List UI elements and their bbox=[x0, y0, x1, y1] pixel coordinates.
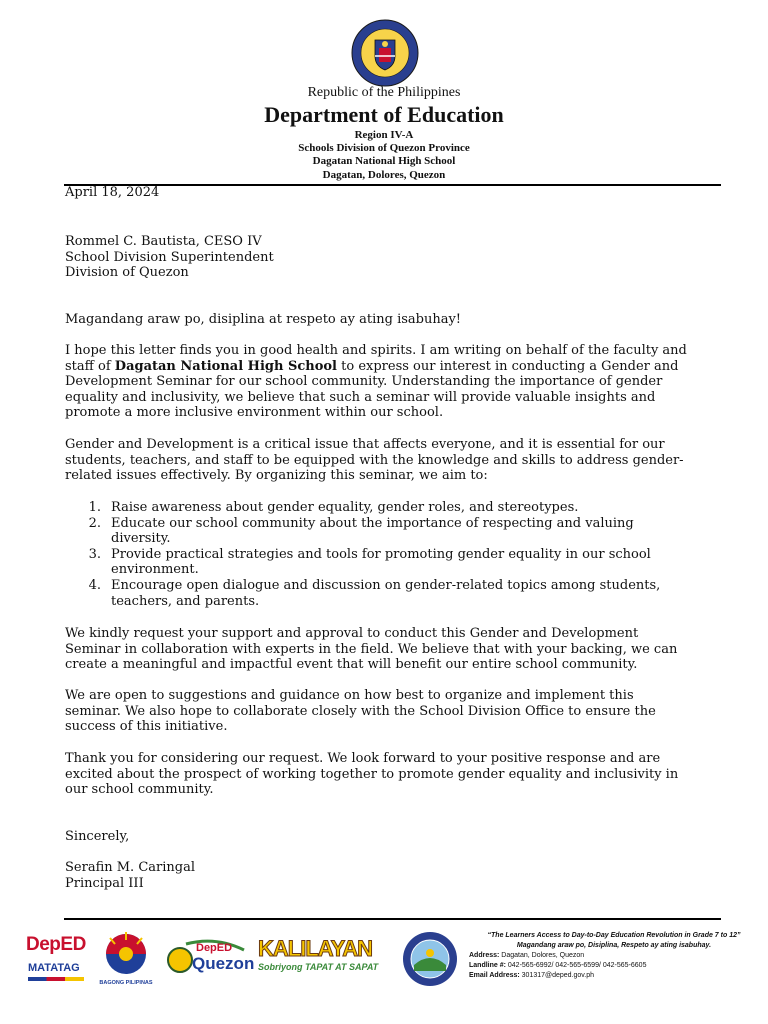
list-line: Provide practical strategies and tools for promoting gender equality in our school bbox=[111, 546, 651, 562]
deped-logo-text: DepED bbox=[26, 934, 86, 955]
aims-list bbox=[65, 500, 725, 609]
paragraph-line: Thank you for considering our request. We look forward to your positive response and are bbox=[65, 751, 661, 766]
footer-motto: Magandang araw po, Disiplina, Respeto ay ating isabuhay. bbox=[516, 942, 712, 949]
list-line: Educate our school community about the importance of respecting and valuing bbox=[111, 515, 634, 531]
list-text bbox=[111, 578, 711, 609]
deped-quezon-small: DepED bbox=[196, 942, 233, 954]
signatory-title: Principal III bbox=[65, 875, 144, 891]
list-number: 3. bbox=[88, 546, 101, 562]
list-line: Raise awareness about gender equality, gender roles, and stereotypes. bbox=[111, 500, 579, 515]
paragraph-line: We kindly request your support and approval to conduct this Gender and Development bbox=[65, 626, 639, 641]
list-number: 4. bbox=[88, 577, 101, 593]
paragraph-line: related issues effectively. By organizing this seminar, we aim to: bbox=[65, 468, 488, 484]
header-department: Department of Education bbox=[264, 102, 504, 127]
list-text bbox=[111, 500, 711, 516]
bagong-pilipinas-logo bbox=[96, 930, 156, 986]
paragraph-line: success of this initiative. bbox=[65, 719, 228, 735]
paragraph-5 bbox=[65, 751, 725, 798]
school-seal-icon bbox=[402, 931, 458, 987]
footer-address-label: Address: bbox=[469, 952, 500, 959]
paragraph-line: I hope this letter finds you in good health and spirits. I am writing on behalf of the faculty and bbox=[65, 343, 687, 358]
footer-divider bbox=[64, 918, 721, 920]
deped-matatag-logo bbox=[24, 930, 88, 986]
kalilayan-subtext: Sobriyong TAPAT AT SAPAT bbox=[258, 962, 379, 972]
deped-quezon-logo bbox=[166, 936, 255, 984]
footer-email-value: 301317@deped.gov.ph bbox=[519, 972, 595, 979]
bagong-pilipinas-text: BAGONG PILIPINAS bbox=[99, 980, 153, 986]
footer-email bbox=[469, 971, 759, 981]
footer-info bbox=[469, 931, 759, 981]
list-item bbox=[65, 500, 725, 516]
paragraph-4 bbox=[65, 688, 725, 735]
list-line: Encourage open dialogue and discussion on gender-related topics among students, bbox=[111, 577, 661, 593]
matatag-text: MATATAG bbox=[28, 962, 80, 974]
list-line: teachers, and parents. bbox=[111, 593, 260, 609]
footer-email-label: Email Address: bbox=[469, 972, 520, 979]
greeting: Magandang araw po, disiplina at respeto ay ating isabuhay! bbox=[65, 312, 462, 327]
list-number: 2. bbox=[88, 515, 101, 531]
header-republic: Republic of the Philippines bbox=[307, 85, 461, 100]
school-name-bold: Dagatan National High School bbox=[114, 358, 337, 374]
recipient-block bbox=[65, 234, 725, 281]
list-line: diversity. bbox=[111, 531, 171, 547]
header-address: Dagatan, Dolores, Quezon bbox=[322, 169, 446, 181]
paragraph-line: We are open to suggestions and guidance on how best to organize and implement this bbox=[65, 688, 634, 703]
paragraph-line: create a meaningful and impactful event that will benefit our entire school community. bbox=[65, 657, 638, 673]
header-school: Dagatan National High School bbox=[312, 155, 456, 167]
closing: Sincerely, bbox=[65, 829, 130, 844]
list-item bbox=[65, 516, 725, 547]
paragraph-line: students, teachers, and staff to be equipped with the knowledge and skills to address gender- bbox=[65, 452, 684, 468]
footer-landline-value: 042-565-6992/ 042-565-6599/ 042-565-6605 bbox=[505, 962, 647, 969]
list-text bbox=[111, 516, 711, 547]
list-item bbox=[65, 578, 725, 609]
footer-address bbox=[469, 951, 759, 961]
deped-seal-logo bbox=[350, 18, 420, 88]
paragraph-line bbox=[65, 359, 725, 375]
letter-date: April 18, 2024 bbox=[65, 185, 160, 200]
paragraph-1 bbox=[65, 343, 725, 421]
recipient-office: Division of Quezon bbox=[65, 265, 189, 281]
footer-landline-label: Landline #: bbox=[469, 962, 506, 969]
paragraph-line: excited about the prospect of working together to promote gender equality and inclusivity in bbox=[65, 766, 679, 782]
footer-address-value: Dagatan, Dolores, Quezon bbox=[499, 952, 585, 959]
list-item bbox=[65, 547, 725, 578]
list-text bbox=[111, 547, 711, 578]
recipient-title: School Division Superintendent bbox=[65, 249, 274, 265]
signature-block bbox=[65, 860, 725, 891]
paragraph-line: Gender and Development is a critical issue that affects everyone, and it is essential for our bbox=[65, 437, 665, 452]
quezon-text: Quezon bbox=[192, 954, 255, 973]
paragraph-line: our school community. bbox=[65, 782, 214, 798]
footer-landline bbox=[469, 961, 759, 971]
paragraph-3 bbox=[65, 626, 725, 673]
matatag-stripe bbox=[28, 977, 84, 981]
text-span: to express our interest in conducting a Gender and bbox=[337, 358, 679, 374]
signatory-name: Serafin M. Caringal bbox=[65, 860, 195, 875]
header-division: Schools Division of Quezon Province bbox=[298, 142, 470, 154]
paragraph-line: Development Seminar for our school community. Understanding the importance of gender bbox=[65, 374, 663, 390]
paragraph-line: seminar. We also hope to collaborate closely with the School Division Office to ensure the bbox=[65, 703, 656, 719]
list-number: 1. bbox=[88, 500, 101, 515]
paragraph-line: equality and inclusivity, we believe that such a seminar will provide valuable insights and bbox=[65, 389, 656, 405]
footer-quote: “The Learners Access to Day-to-Day Education Revolution in Grade 7 to 12” bbox=[487, 932, 741, 939]
list-line: environment. bbox=[111, 562, 199, 578]
header-region: Region IV-A bbox=[354, 129, 414, 141]
kalilayan-text: KALILAYAN bbox=[258, 936, 373, 961]
bagong-pilipinas-icon bbox=[96, 930, 156, 976]
kalilayan-logo bbox=[258, 936, 394, 984]
paragraph-line: promote a more inclusive environment within our school. bbox=[65, 405, 444, 421]
paragraph-2 bbox=[65, 437, 725, 484]
paragraph-line: Seminar in collaboration with experts in the field. We believe that with your backing, we can bbox=[65, 641, 678, 657]
text-span: staff of bbox=[65, 358, 115, 374]
recipient-name: Rommel C. Bautista, CESO IV bbox=[65, 234, 262, 249]
